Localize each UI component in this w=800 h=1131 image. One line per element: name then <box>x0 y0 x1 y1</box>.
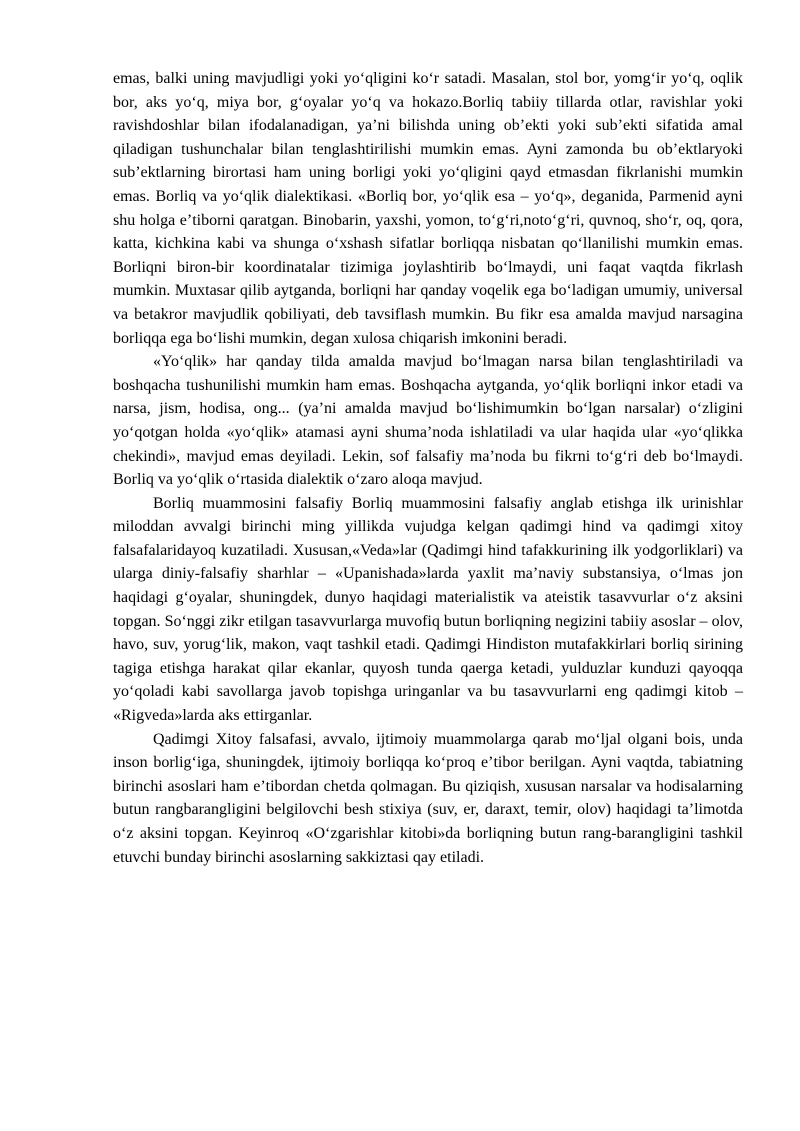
paragraph-2: «Yoʻqlik» har qanday tilda amalda mavjud boʻlmagan narsa bilan tenglashtiriladi va boshqacha tushunilishi mumkin ham emas. Boshqacha aytganda, yoʻqlik borliqni inkor etadi va narsa, jism, hodisa, ong... (yaʼni amalda mavjud boʻlishimumkin boʻlgan narsalar) oʻzligini yoʻqotgan holda «yoʻqlik» atamasi ayni shumaʼnoda ishlatiladi va ular haqida ular «yoʻqlikka chekindi», mavjud emas deyiladi. Lekin, sof falsafiy maʼnoda bu fikrni toʻgʻri deb boʻlmaydi. Borliq va yoʻqlik oʻrtasida dialektik oʻzaro aloqa mavjud. <box>113 353 743 489</box>
document-page <box>113 67 743 869</box>
paragraph-1: emas, balki uning mavjudligi yoki yoʻqligini koʻr satadi. Masalan, stol bor, yomgʻir yoʻq, oqlik bor, aks yoʻq, miya bor, gʻoyalar yoʻq va hokazo.Borliq tabiiy tillarda otlar, ravishlar yoki ravishdoshlar bilan ifodalanadigan, yaʼni bilishda uning obʼekti yoki subʼekti sifatida amal qiladigan tushunchalar bilan tenglashtirilishi mumkin emas. Ayni zamonda bu obʼektlaryoki subʼektlarning birortasi ham uning borligi yoki yoʻqligini qayd etmasdan fikrlanishi mumkin emas. Borliq va yoʻqlik dialektikasi. «Borliq bor, yoʻqlik esa – yoʻq», deganida, Parmenid ayni shu holga eʼtiborni qaratgan. Binobarin, yaxshi, yomon, toʻgʻri,notoʻgʻri, quvnoq, shoʻr, oq, qora, katta, kichkina kabi va shunga oʻxshash sifatlar borliqqa nisbatan qoʻllanilishi mumkin emas. Borliqni biron-bir koordinatalar tizimiga joylashtirib boʻlmaydi, uni faqat vaqtda fikrlash mumkin. Muxtasar qilib aytganda, borliqni har qanday voqelik ega boʻladigan umumiy, universal va betakror mavjudlik qobiliyati, deb tavsiflash mumkin. Bu fikr esa amalda mavjud narsagina borliqqa ega boʻlishi mumkin, degan xulosa chiqarish imkonini beradi. <box>113 70 743 347</box>
paragraph-3: Borliq muammosini falsafiy Borliq muammosini falsafiy anglab etishga ilk urinishlar miloddan avvalgi birinchi ming yillikda vujudga kelgan qadimgi hind va qadimgi xitoy falsafalaridayoq kuzatiladi. Xususan,«Veda»lar (Qadimgi hind tafakkurining ilk yodgorliklari) va ularga diniy-falsafiy sharhlar – «Upanishada»larda yaxlit maʼnaviy substansiya, oʻlmas jon haqidagi gʻoyalar, shuningdek, dunyo haqidagi materialistik va ateistik tasavvurlar oʻz aksini topgan. Soʻnggi zikr etilgan tasavvurlarga muvofiq butun borliqning negizini tabiiy asoslar – olov, havo, suv, yorugʻlik, makon, vaqt tashkil etadi. Qadimgi Hindiston mutafakkirlari borliq sirining tagiga etishga harakat qilar ekanlar, quyosh tunda qaerga ketadi, yulduzlar kunduzi qayoqqa yoʻqoladi kabi savollarga javob topishga uringanlar va bu tasavvurlarni eng qadimgi kitob – «Rigveda»larda aks ettirganlar. <box>113 494 743 725</box>
paragraph-4: Qadimgi Xitoy falsafasi, avvalo, ijtimoiy muammolarga qarab moʻljal olgani bois, unda inson borligʻiga, shuningdek, ijtimoiy borliqqa koʻproq eʼtibor berilgan. Ayni vaqtda, tabiatning birinchi asoslari ham eʼtibordan chetda qolmagan. Bu qiziqish, xususan narsalar va hodisalarning butun rangbarangligini belgilovchi besh stixiya (suv, er, daraxt, temir, olov) haqidagi taʼlimotda oʻz aksini topgan. Keyinroq «Oʻzgarishlar kitobi»da borliqning butun rang-barangligini tashkil etuvchi bunday birinchi asoslarning sakkiztasi qay etiladi. <box>113 730 743 866</box>
